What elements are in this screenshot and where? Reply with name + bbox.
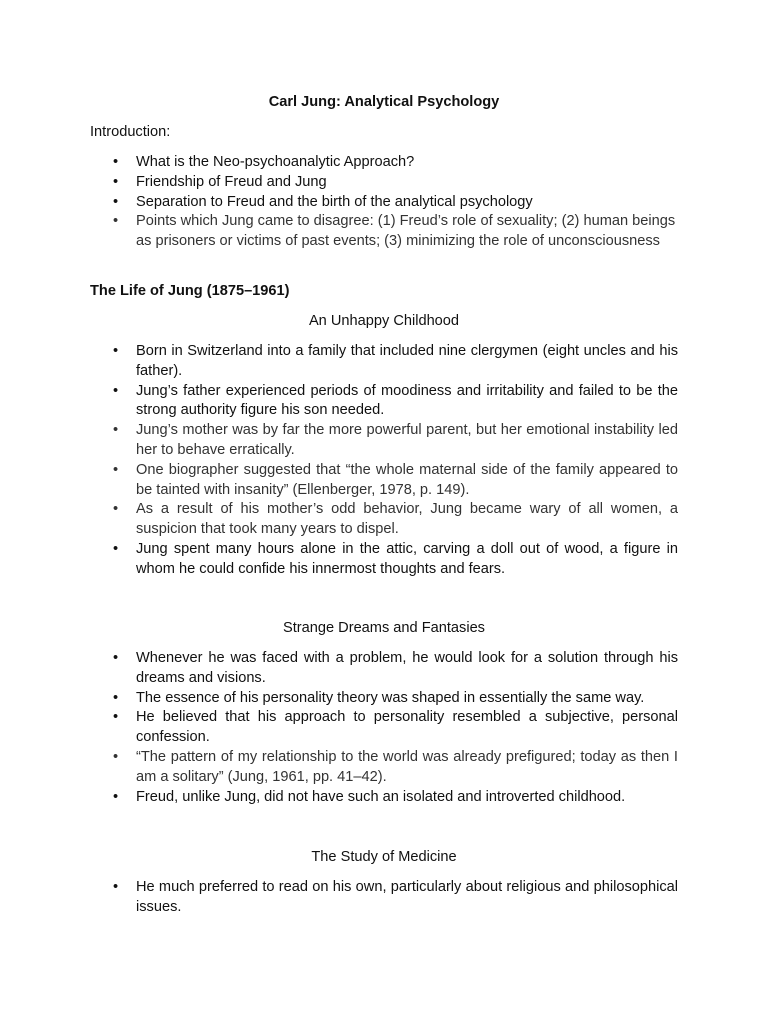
medicine-heading: The Study of Medicine xyxy=(311,849,457,865)
list-item: • Points which Jung came to disagree: (1) Freud’s role of sexuality; (2) human beings as prisoners or victims of past events; (3) minimizing the role of unconsciousness xyxy=(90,212,678,252)
life-of-jung-heading: The Life of Jung (1875–1961) xyxy=(90,283,290,299)
document-title: Carl Jung: Analytical Psychology xyxy=(268,94,500,110)
medicine-list xyxy=(90,878,678,918)
list-item: • Friendship of Freud and Jung xyxy=(90,173,678,193)
list-item: • The essence of his personality theory was shaped in essentially the same way. xyxy=(90,689,678,709)
dreams-list xyxy=(90,649,678,807)
childhood-heading: An Unhappy Childhood xyxy=(308,313,460,329)
introduction-label: Introduction: xyxy=(90,124,171,140)
list-item: • One biographer suggested that “the whole maternal side of the family appeared to be tainted with insanity” (Ellenberger, 1978, p. 149). xyxy=(90,461,678,501)
introduction-list xyxy=(90,153,678,252)
list-item: • As a result of his mother’s odd behavior, Jung became wary of all women, a suspicion that took many years to dispel. xyxy=(90,500,678,540)
list-item: • Freud, unlike Jung, did not have such an isolated and introverted childhood. xyxy=(90,788,678,808)
list-item: • Whenever he was faced with a problem, he would look for a solution through his dreams and visions. xyxy=(90,649,678,689)
childhood-list xyxy=(90,342,678,580)
list-item: • Jung spent many hours alone in the attic, carving a doll out of wood, a figure in whom he could confide his innermost thoughts and fears. xyxy=(90,540,678,580)
list-item: • “The pattern of my relationship to the world was already prefigured; today as then I am a solitary” (Jung, 1961, pp. 41–42). xyxy=(90,748,678,788)
list-item: • Jung’s mother was by far the more powerful parent, but her emotional instability led her to behave erratically. xyxy=(90,421,678,461)
list-item: • He much preferred to read on his own, particularly about religious and philosophical issues. xyxy=(90,878,678,918)
list-item: • What is the Neo-psychoanalytic Approach? xyxy=(90,153,678,173)
list-item: • He believed that his approach to personality resembled a subjective, personal confession. xyxy=(90,708,678,748)
list-item: • Separation to Freud and the birth of the analytical psychology xyxy=(90,193,678,213)
list-item: • Born in Switzerland into a family that included nine clergymen (eight uncles and his father). xyxy=(90,342,678,382)
list-item: • Jung’s father experienced periods of moodiness and irritability and failed to be the strong authority figure his son needed. xyxy=(90,382,678,422)
dreams-heading: Strange Dreams and Fantasies xyxy=(283,620,485,636)
